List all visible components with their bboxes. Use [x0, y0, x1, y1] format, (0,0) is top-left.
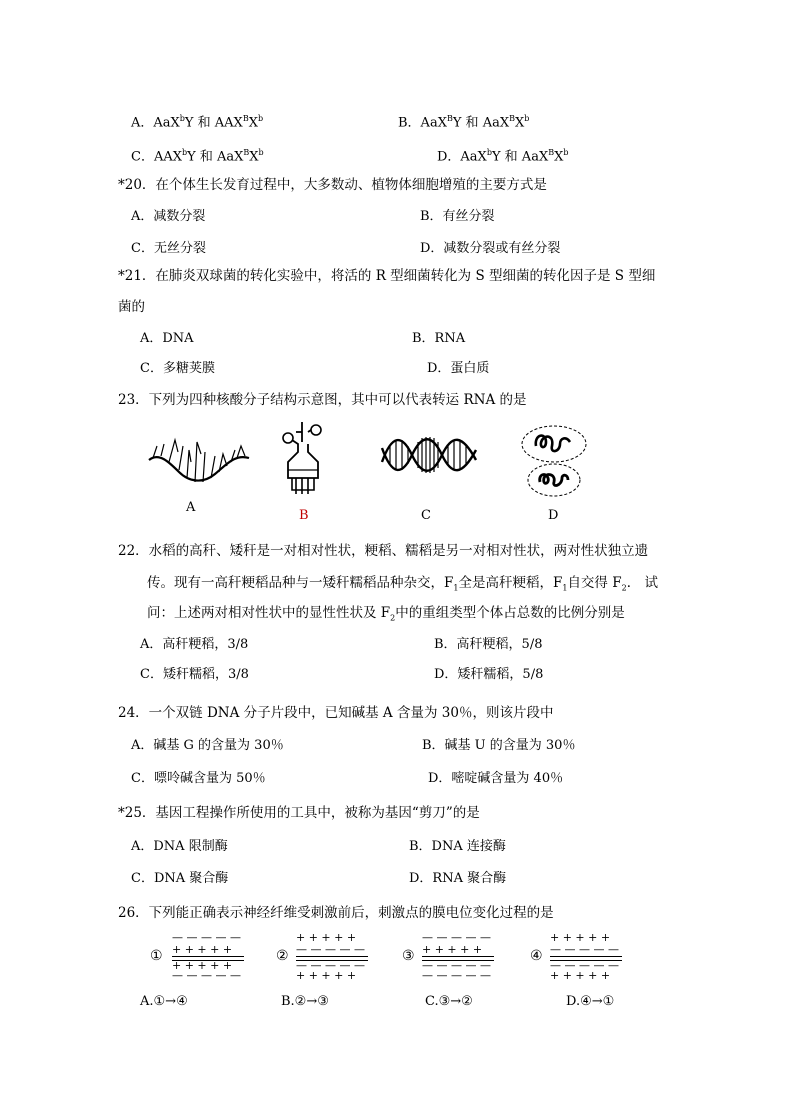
figure-d-label: D: [548, 508, 559, 523]
figure-2-row-1: + + + + +: [296, 931, 357, 944]
figure-1-row-4: — — — — —: [172, 969, 241, 982]
figure-2-row-3: — — — — —: [296, 959, 365, 972]
q26-option-c: C.③→②: [425, 994, 473, 1009]
figure-2-number: ②: [276, 948, 289, 964]
figure-2-row-2: — — — — —: [296, 943, 365, 956]
figure-1-row-1: — — — — —: [172, 931, 241, 944]
q25-option-b: B．DNA 连接酶: [409, 839, 506, 854]
q22-option-b: B．高秆粳稻，5/8: [434, 637, 543, 652]
q25-option-d: D．RNA 聚合酶: [409, 871, 507, 886]
figure-4-membrane-top: [550, 956, 622, 957]
figure-4-row-1: + + + + +: [550, 931, 611, 944]
figure-3-row-3: — — — — —: [422, 959, 491, 972]
figure-3-row-4: — — — — —: [422, 969, 491, 982]
figure-2-membrane-top: [296, 956, 368, 957]
q22-stem-line2: 传。现有一高秆粳稻品种与一矮秆糯稻品种杂交，$F_1$全是高秆粳稻，$F_1$自交得 $F_2$． 试: [147, 575, 658, 593]
q23-stem: 23．下列为四种核酸分子结构示意图，其中可以代表转运 RNA 的是: [118, 392, 527, 408]
figure-2-row-4: + + + + +: [296, 969, 357, 982]
q20-option-a: A．减数分裂: [131, 209, 206, 224]
figure-4-row-4: + + + + +: [550, 969, 611, 982]
q24-option-a: A．碱基 G 的含量为 30％: [131, 738, 284, 753]
figure-1-membrane-top: [172, 956, 244, 957]
q26-stem: 26．下列能正确表示神经纤维受刺激前后，刺激点的膜电位变化过程的是: [118, 905, 554, 921]
q19-option-c: C．AAX$^b$Y 和 $AaX^BX^b$: [131, 148, 264, 165]
q21-option-d: D．蛋白质: [427, 361, 490, 376]
q21-option-c: C．多糖荚膜: [140, 361, 215, 376]
figure-a-nucleic-acid: [145, 432, 255, 492]
q19-option-b: B．AaX$^B$Y 和 $AaX^BX^b$: [398, 114, 530, 131]
figure-c-double-helix: [380, 432, 480, 478]
figure-3-number: ③: [402, 948, 415, 964]
q21-option-a: A．DNA: [140, 331, 194, 346]
figure-b-label: B: [299, 508, 309, 523]
q22-option-d: D．矮秆糯稻，5/8: [434, 667, 544, 682]
q20-option-b: B．有丝分裂: [420, 209, 495, 224]
q21-stem-line2: 菌的: [118, 299, 145, 315]
q24-option-b: B．碱基 U 的含量为 30％: [422, 738, 576, 753]
q20-stem: *20．在个体生长发育过程中，大多数动、植物体细胞增殖的主要方式是: [118, 177, 547, 193]
q21-stem-line1: *21．在肺炎双球菌的转化实验中，将活的 R 型细菌转化为 S 型细菌的转化因子是 S 型细: [118, 268, 656, 284]
q24-stem: 24．一个双链 DNA 分子片段中，已知碱基 A 含量为 30％，则该片段中: [118, 705, 554, 721]
q26-option-d: D.④→①: [566, 994, 615, 1009]
q25-stem: *25．基因工程操作所使用的工具中，被称为基因“剪刀”的是: [118, 805, 480, 821]
q20-option-d: D．减数分裂或有丝分裂: [420, 241, 561, 256]
q22-stem-line3: 问：上述两对相对性状中的显性性状及 $F_2$中的重组类型个体占总数的比例分别是: [147, 605, 625, 623]
figure-b-trna: [278, 418, 330, 502]
figure-1-row-2: + + + + +: [172, 943, 233, 956]
figure-4-row-2: — — — — —: [550, 943, 619, 956]
figure-a-label: A: [186, 500, 196, 515]
figure-1-row-3: + + + + +: [172, 959, 233, 972]
q24-option-c: C．嘌呤碱含量为 50％: [131, 771, 266, 786]
figure-c-label: C: [421, 508, 431, 523]
q19-option-d: D．AaX$^b$Y 和 $AaX^BX^b$: [437, 148, 569, 165]
figure-1-number: ①: [150, 948, 163, 964]
figure-3-row-1: — — — — —: [422, 931, 491, 944]
q26-option-b: B.②→③: [281, 994, 329, 1009]
figure-d-coiled-dna: [520, 424, 588, 500]
q22-stem-line1: 22．水稻的高秆、矮秆是一对相对性状，粳稻、糯稻是另一对相对性状，两对性状独立遗: [118, 543, 649, 559]
q20-option-c: C．无丝分裂: [131, 241, 206, 256]
q19-option-a: A．AaX$^b$Y 和 $AAX^BX^b$: [131, 114, 264, 131]
figure-3-row-2: + + + + +: [422, 943, 483, 956]
figure-4-row-3: — — — — —: [550, 959, 619, 972]
q21-option-b: B．RNA: [412, 331, 466, 346]
q22-option-a: A．高秆粳稻，3/8: [140, 637, 249, 652]
figure-3-membrane-top: [422, 956, 494, 957]
figure-4-number: ④: [530, 948, 543, 964]
q24-option-d: D．嘧啶碱含量为 40％: [428, 771, 564, 786]
q25-option-c: C．DNA 聚合酶: [131, 871, 229, 886]
q25-option-a: A．DNA 限制酶: [131, 839, 228, 854]
q22-option-c: C．矮秆糯稻，3/8: [140, 667, 249, 682]
q26-option-a: A.①→④: [140, 994, 188, 1009]
